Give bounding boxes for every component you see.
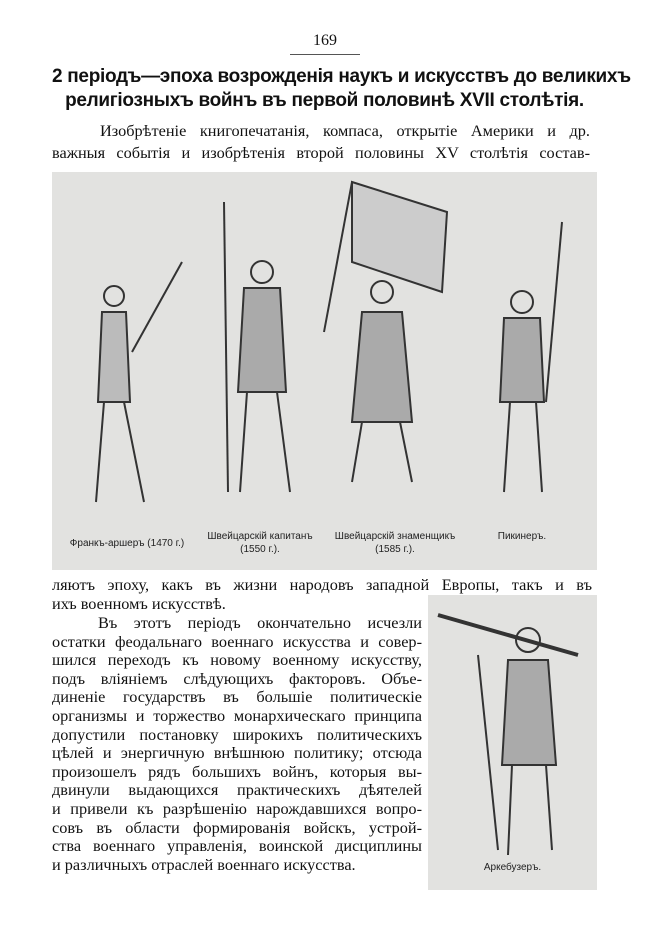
intro-line: важныя событія и изобрѣтенія второй половины XV столѣтія состав- [52,143,590,162]
pikeman-figure [500,222,562,492]
body-line: организмы и торжество монархическаго принципа [52,706,422,725]
chapter-heading-line-2: религіозныхъ войнъ въ первой половинѣ XVII столѣтія. [65,90,584,111]
body-line: Въ этотъ періодъ окончательно исчезли [98,613,422,632]
caption-arquebusier: Аркебузеръ. [483,862,542,873]
soldiers-illustration [52,172,597,570]
soldiers-drawing [52,172,597,570]
body-line: ихъ военномъ искусствѣ. [52,594,226,613]
body-line: остатки феодальнаго военнаго искусства и совер- [52,631,422,651]
body-line: и различныхъ отраслей военнаго искусства. [52,854,356,874]
caption-pikeman: Пикинеръ. [497,531,547,542]
body-line: ляютъ эпоху, какъ въ жизни народовъ западной Европы, такъ и въ [52,575,592,594]
intro-line: Изобрѣтеніе книгопечатанія, компаса, открытіе Америки и др. [100,121,590,140]
arquebusier-illustration [428,595,597,890]
body-line: цѣлей и энергичную внѣшнюю политику; отсюда [52,743,422,763]
body-line: произошелъ рядъ большихъ войнъ, которыя вы- [52,761,422,781]
body-line: двинули выдающихся практическихъ дѣятелей [52,780,422,800]
page-number-rule [290,54,360,55]
page-number: 169 [313,32,337,49]
body-line: диненіе государствъ въ большіе политическіе [52,687,422,707]
swiss-captain-figure [224,202,290,492]
body-line: и привели къ разрѣшенію нарождавшихся вопро- [52,799,422,818]
body-line: совъ въ области формированія войскъ, устрой- [52,817,422,837]
arquebusier-drawing [428,595,597,890]
body-line: допустили постановку широкихъ политическихъ [52,724,422,744]
franc-archer-figure [96,262,182,502]
caption-swiss-captain: Швейцарскій капитанъ (1550 г.). [207,531,313,555]
body-line: подъ вліяніемъ слѣдующихъ факторовъ. Объе- [52,668,422,688]
caption-swiss-standard-bearer: Швейцарскій знаменщикъ (1585 г.). [334,531,456,555]
body-line: шился переходъ къ новому военному искусству, [52,650,422,670]
chapter-heading-line-1: 2 періодъ—эпоха возрожденія наукъ и искусствъ до великихъ [52,66,631,87]
body-line: ства военнаго управленія, воинской дисциплины [52,836,422,856]
swiss-standard-bearer-figure [324,182,447,482]
caption-franc-archer: Франкъ-аршеръ (1470 г.) [69,538,185,549]
